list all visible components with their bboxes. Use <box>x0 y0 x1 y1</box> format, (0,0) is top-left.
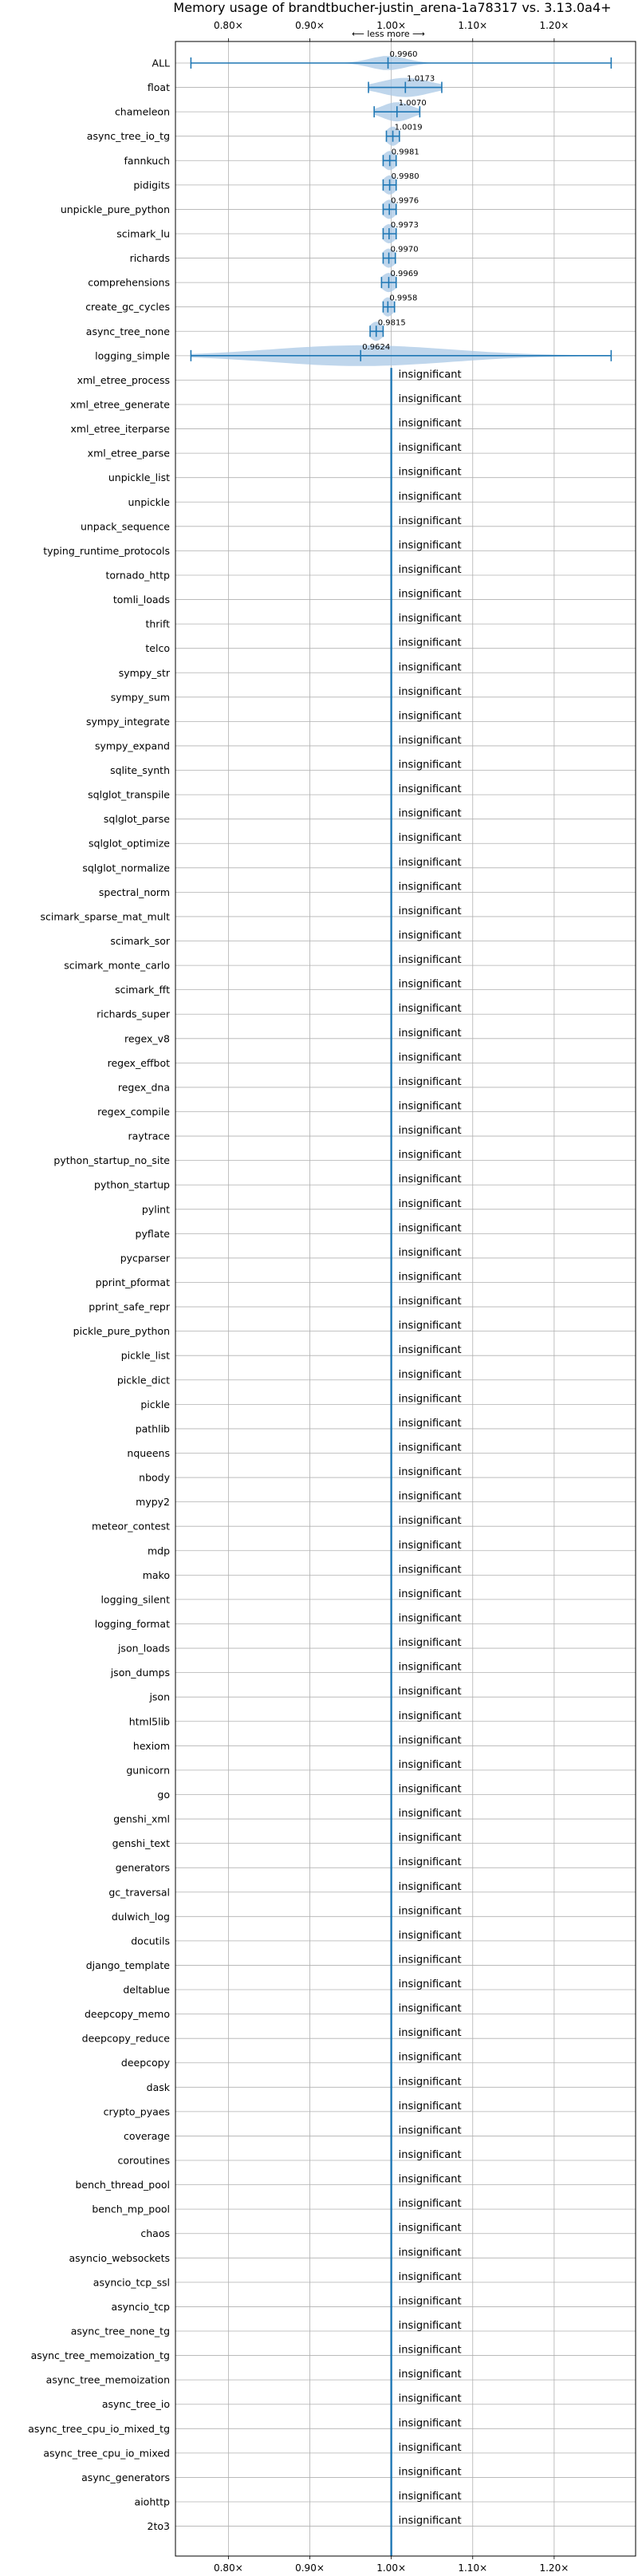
category-label: async_tree_none_tg <box>70 2325 170 2337</box>
category-label: sqlglot_optimize <box>89 837 170 850</box>
category-label: xml_etree_process <box>77 373 170 386</box>
category-label: xml_etree_parse <box>87 447 170 460</box>
category-label: logging_format <box>94 1617 170 1630</box>
insignificant-label: insignificant <box>398 1808 462 1821</box>
insignificant-label: insignificant <box>398 2002 462 2015</box>
insignificant-label: insignificant <box>398 1710 462 1722</box>
insignificant-label: insignificant <box>398 1734 462 1747</box>
category-label: pidigits <box>133 179 170 191</box>
category-label: bench_mp_pool <box>92 2203 170 2215</box>
category-label: pprint_safe_repr <box>89 1300 170 1313</box>
category-label: sqlglot_transpile <box>88 788 170 801</box>
category-label: async_tree_memoization <box>45 2373 170 2386</box>
category-label: raytrace <box>128 1130 170 1142</box>
category-label: async_tree_io <box>101 2398 170 2411</box>
category-label: coroutines <box>117 2154 170 2167</box>
insignificant-label: insignificant <box>398 1588 462 1600</box>
insignificant-label: insignificant <box>398 2149 462 2162</box>
category-label: gunicorn <box>126 1764 170 1777</box>
category-label: sympy_sum <box>110 691 170 704</box>
insignificant-label: insignificant <box>398 417 462 430</box>
insignificant-label: insignificant <box>398 2369 462 2381</box>
insignificant-label: insignificant <box>398 2124 462 2137</box>
category-label: nqueens <box>127 1446 170 1459</box>
insignificant-label: insignificant <box>398 1125 462 1138</box>
category-label: float <box>147 81 170 94</box>
insignificant-label: insignificant <box>398 588 462 601</box>
category-label: genshi_xml <box>113 1813 170 1825</box>
insignificant-label: insignificant <box>398 2198 462 2211</box>
value-label: 0.9976 <box>391 196 419 206</box>
insignificant-label: insignificant <box>398 2027 462 2040</box>
x-tick-label-bottom: 1.00× <box>376 2562 407 2574</box>
value-label: 1.0173 <box>407 74 435 84</box>
category-label: scimark_sparse_mat_mult <box>40 910 170 923</box>
category-label: scimark_fft <box>115 984 170 996</box>
category-label: dask <box>146 2081 170 2093</box>
category-label: regex_dna <box>117 1081 170 1094</box>
value-label: 0.9624 <box>362 342 391 352</box>
category-label: genshi_text <box>112 1837 170 1850</box>
value-label: 0.9958 <box>389 294 418 303</box>
value-label: 0.9973 <box>390 220 419 230</box>
category-label: asyncio_tcp_ssl <box>93 2276 170 2289</box>
insignificant-label: insignificant <box>398 2515 462 2527</box>
insignificant-label: insignificant <box>398 1929 462 1942</box>
insignificant-label: insignificant <box>398 466 462 479</box>
category-label: telco <box>145 642 170 655</box>
insignificant-label: insignificant <box>398 1393 462 1406</box>
category-label: sympy_str <box>118 666 170 679</box>
insignificant-label: insignificant <box>398 1515 462 1528</box>
insignificant-label: insignificant <box>398 2320 462 2333</box>
insignificant-label: insignificant <box>398 1758 462 1771</box>
insignificant-label: insignificant <box>398 1490 462 1503</box>
x-tick-label-top: 0.90× <box>295 20 325 31</box>
category-label: xml_etree_generate <box>69 398 170 411</box>
value-label: 0.9980 <box>391 172 419 181</box>
insignificant-label: insignificant <box>398 1246 462 1259</box>
category-label: spectral_norm <box>98 886 170 898</box>
value-label: 0.9969 <box>390 270 419 279</box>
category-label: docutils <box>131 1935 170 1947</box>
category-label: unpickle_list <box>108 471 170 484</box>
value-label: 0.9960 <box>389 50 418 59</box>
insignificant-label: insignificant <box>398 1442 462 1454</box>
insignificant-label: insignificant <box>398 1832 462 1844</box>
category-label: richards_super <box>96 1008 170 1020</box>
insignificant-label: insignificant <box>398 905 462 917</box>
category-label: mypy2 <box>136 1496 170 1509</box>
insignificant-label: insignificant <box>398 2173 462 2186</box>
insignificant-label: insignificant <box>398 1539 462 1552</box>
insignificant-label: insignificant <box>398 856 462 869</box>
category-label: unpack_sequence <box>80 520 170 533</box>
category-label: coverage <box>123 2129 170 2142</box>
category-label: json_loads <box>117 1642 170 1655</box>
x-tick-label-top: 1.10× <box>458 20 488 31</box>
category-label: deltablue <box>123 1983 170 1996</box>
insignificant-label: insignificant <box>398 832 462 845</box>
insignificant-label: insignificant <box>398 1100 462 1113</box>
insignificant-label: insignificant <box>398 2295 462 2308</box>
x-tick-label-top: 0.80× <box>213 20 243 31</box>
value-label: 1.0019 <box>394 123 423 132</box>
insignificant-label: insignificant <box>398 1368 462 1381</box>
category-label: sqlglot_parse <box>103 813 170 826</box>
insignificant-label: insignificant <box>398 661 462 674</box>
insignificant-label: insignificant <box>398 2466 462 2479</box>
insignificant-label: insignificant <box>398 1174 462 1186</box>
insignificant-label: insignificant <box>398 1417 462 1430</box>
value-label: 1.0070 <box>398 99 427 108</box>
insignificant-label: insignificant <box>398 1783 462 1796</box>
insignificant-label: insignificant <box>398 1856 462 1869</box>
insignificant-label: insignificant <box>398 1905 462 1918</box>
category-label: 2to3 <box>147 2520 170 2533</box>
insignificant-label: insignificant <box>398 1661 462 1674</box>
category-label: go <box>157 1788 170 1801</box>
category-label: nbody <box>139 1471 170 1484</box>
category-label: tornado_http <box>105 569 170 582</box>
insignificant-label: insignificant <box>398 1296 462 1308</box>
insignificant-label: insignificant <box>398 783 462 796</box>
insignificant-label: insignificant <box>398 442 462 455</box>
insignificant-label: insignificant <box>398 954 462 967</box>
category-label: sqlglot_normalize <box>82 862 170 874</box>
category-label: pyflate <box>135 1227 170 1240</box>
category-label: regex_v8 <box>124 1032 170 1045</box>
insignificant-label: insignificant <box>398 978 462 991</box>
category-label: async_tree_none <box>85 325 170 337</box>
category-label: logging_simple <box>95 349 170 362</box>
category-label: meteor_contest <box>92 1520 170 1533</box>
value-label: 0.9981 <box>391 148 419 157</box>
category-label: chaos <box>140 2227 170 2240</box>
category-label: html5lib <box>128 1715 170 1728</box>
category-label: thrift <box>145 617 170 630</box>
insignificant-label: insignificant <box>398 2393 462 2405</box>
insignificant-label: insignificant <box>398 369 462 381</box>
x-tick-label-top: 1.20× <box>539 20 569 31</box>
insignificant-label: insignificant <box>398 1003 462 1016</box>
insignificant-label: insignificant <box>398 2270 462 2283</box>
insignificant-label: insignificant <box>398 1612 462 1625</box>
category-label: async_tree_io_tg <box>86 130 170 143</box>
category-label: dulwich_log <box>111 1910 170 1923</box>
category-label: python_startup_no_site <box>53 1154 170 1167</box>
category-label: sympy_expand <box>95 740 170 752</box>
category-label: create_gc_cycles <box>85 301 170 314</box>
category-label: pprint_pformat <box>95 1276 170 1288</box>
insignificant-label: insignificant <box>398 1271 462 1284</box>
category-label: pickle <box>140 1398 170 1410</box>
x-tick-label-bottom: 1.10× <box>458 2562 488 2574</box>
insignificant-label: insignificant <box>398 1954 462 1967</box>
insignificant-label: insignificant <box>398 1149 462 1162</box>
insignificant-label: insignificant <box>398 881 462 894</box>
category-label: scimark_sor <box>110 935 170 948</box>
insignificant-label: insignificant <box>398 1051 462 1064</box>
x-tick-label-top: 1.00× <box>376 20 407 31</box>
insignificant-label: insignificant <box>398 563 462 576</box>
insignificant-label: insignificant <box>398 1880 462 1893</box>
category-label: json <box>149 1690 170 1703</box>
category-label: deepcopy_memo <box>84 2008 170 2021</box>
category-label: pylint <box>141 1203 170 1216</box>
category-label: pathlib <box>135 1422 170 1435</box>
category-label: generators <box>115 1861 170 1874</box>
insignificant-label: insignificant <box>398 491 462 503</box>
insignificant-label: insignificant <box>398 1686 462 1698</box>
insignificant-label: insignificant <box>398 1466 462 1479</box>
insignificant-label: insignificant <box>398 2247 462 2259</box>
insignificant-label: insignificant <box>398 2344 462 2357</box>
insignificant-label: insignificant <box>398 1978 462 1991</box>
value-label: 0.9970 <box>390 245 419 254</box>
insignificant-label: insignificant <box>398 929 462 942</box>
insignificant-label: insignificant <box>398 1320 462 1332</box>
insignificant-label: insignificant <box>398 685 462 698</box>
insignificant-label: insignificant <box>398 710 462 723</box>
category-label: comprehensions <box>88 276 170 289</box>
category-label: pickle_pure_python <box>73 1325 170 1338</box>
category-label: regex_effbot <box>107 1056 170 1069</box>
category-label: logging_silent <box>100 1593 170 1606</box>
x-tick-label-bottom: 0.80× <box>213 2562 243 2574</box>
category-label: xml_etree_iterparse <box>70 423 170 436</box>
value-label: 0.9815 <box>377 318 406 328</box>
insignificant-label: insignificant <box>398 2491 462 2503</box>
category-label: unpickle <box>128 495 170 508</box>
category-label: async_generators <box>81 2471 170 2483</box>
category-label: chameleon <box>114 105 170 118</box>
category-label: typing_runtime_protocols <box>43 544 170 557</box>
category-label: scimark_monte_carlo <box>64 959 170 972</box>
insignificant-label: insignificant <box>398 2100 462 2112</box>
insignificant-label: insignificant <box>398 1222 462 1235</box>
x-tick-label-bottom: 0.90× <box>295 2562 325 2574</box>
insignificant-label: insignificant <box>398 2222 462 2235</box>
insignificant-label: insignificant <box>398 2051 462 2064</box>
category-label: async_tree_memoization_tg <box>30 2349 170 2362</box>
category-label: pickle_list <box>120 1349 170 1362</box>
insignificant-label: insignificant <box>398 539 462 552</box>
category-label: richards <box>129 252 170 265</box>
category-label: deepcopy_reduce <box>81 2032 170 2045</box>
direction-annotation: ⟵ less more ⟶ <box>352 29 425 39</box>
category-label: fannkuch <box>124 154 170 167</box>
insignificant-label: insignificant <box>398 734 462 747</box>
insignificant-label: insignificant <box>398 1344 462 1357</box>
insignificant-label: insignificant <box>398 807 462 820</box>
category-label: async_tree_cpu_io_mixed_tg <box>28 2422 170 2435</box>
category-label: ALL <box>152 57 170 69</box>
category-label: deepcopy <box>120 2057 170 2069</box>
category-label: asyncio_tcp <box>111 2300 170 2313</box>
insignificant-label: insignificant <box>398 1564 462 1576</box>
category-label: tomli_loads <box>112 594 170 606</box>
category-label: aiohttp <box>134 2495 170 2508</box>
category-label: hexiom <box>132 1739 170 1752</box>
category-label: bench_thread_pool <box>75 2179 170 2191</box>
insignificant-label: insignificant <box>398 2417 462 2430</box>
category-label: json_dumps <box>110 1667 170 1679</box>
category-label: unpickle_pure_python <box>60 203 170 215</box>
insignificant-label: insignificant <box>398 2076 462 2089</box>
category-label: sqlite_synth <box>110 764 170 777</box>
insignificant-label: insignificant <box>398 1075 462 1088</box>
insignificant-label: insignificant <box>398 515 462 527</box>
insignificant-label: insignificant <box>398 1637 462 1650</box>
insignificant-label: insignificant <box>398 393 462 405</box>
insignificant-label: insignificant <box>398 613 462 625</box>
category-label: pickle_dict <box>116 1374 170 1387</box>
category-label: regex_compile <box>97 1106 170 1118</box>
category-label: gc_traversal <box>108 1886 170 1899</box>
x-tick-label-bottom: 1.20× <box>539 2562 569 2574</box>
category-label: python_startup <box>94 1178 170 1191</box>
category-label: sympy_integrate <box>86 715 170 728</box>
category-label: scimark_lu <box>116 227 170 240</box>
category-label: pycparser <box>120 1252 170 1264</box>
chart-title: Memory usage of brandtbucher-justin_arena-1a78317 vs. 3.13.0a4+ <box>173 0 612 15</box>
insignificant-label: insignificant <box>398 637 462 649</box>
insignificant-label: insignificant <box>398 759 462 771</box>
insignificant-label: insignificant <box>398 1197 462 1210</box>
category-label: mdp <box>147 1544 170 1557</box>
insignificant-label: insignificant <box>398 1027 462 1039</box>
insignificant-label: insignificant <box>398 2441 462 2454</box>
category-label: crypto_pyaes <box>103 2105 170 2118</box>
category-label: async_tree_cpu_io_mixed <box>43 2447 170 2460</box>
category-label: django_template <box>85 1959 170 1971</box>
category-label: asyncio_websockets <box>69 2251 170 2264</box>
category-label: mako <box>142 1568 170 1581</box>
